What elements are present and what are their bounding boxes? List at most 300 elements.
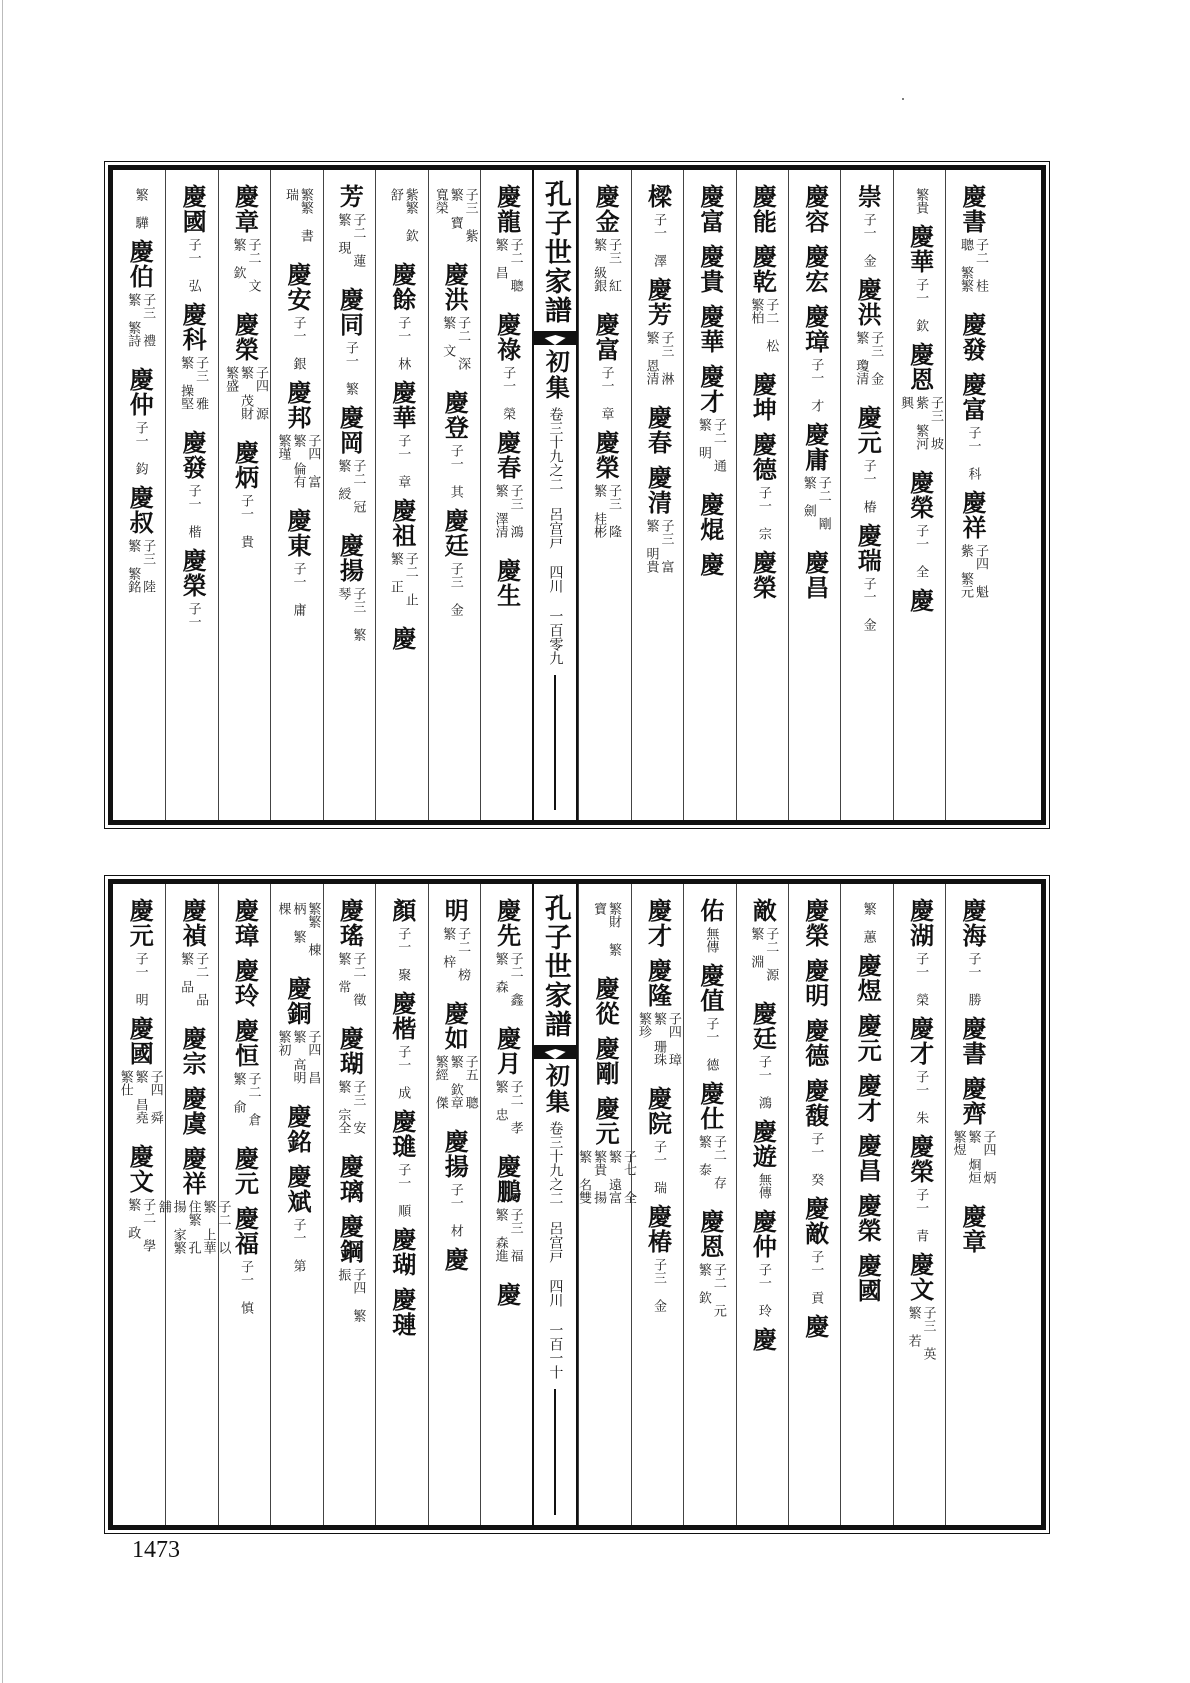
descendant-note: 子二 源繁 淵: [748, 927, 779, 981]
genealogy-entry: [440, 1247, 470, 1272]
genealogy-entry: [643, 898, 673, 948]
genealogy-entry: [957, 490, 987, 608]
person-name: 慶璃: [335, 1154, 365, 1204]
genealogy-entry: [230, 1206, 260, 1314]
genealogy-entry: [124, 485, 154, 603]
descendant-note: 子三 英繁 若: [905, 1306, 936, 1360]
genealogy-entry: [958, 1204, 988, 1254]
descendant-note: 子一 科: [965, 426, 981, 480]
genealogy-entry: [957, 184, 987, 302]
person-name: 慶春: [492, 430, 522, 480]
genealogy-entry: [334, 533, 364, 651]
descendant-note: 子二 松 繁柏: [748, 298, 779, 352]
person-name: 慶文: [905, 1252, 935, 1302]
genealogy-column: [840, 170, 892, 820]
genealogy-entry: [748, 1001, 778, 1109]
person-name: 慶國: [178, 184, 208, 234]
genealogy-entry: [643, 405, 673, 455]
person-name: 慶生: [492, 558, 522, 608]
person-name: 慶春: [643, 405, 673, 455]
genealogy-entry: [230, 1018, 260, 1136]
descendant-note: 子一 欽: [913, 278, 929, 332]
person-name: 慶祖: [387, 498, 417, 548]
descendant-note: 子一 榮: [500, 366, 516, 420]
speck: [902, 98, 904, 100]
genealogy-entry: [695, 963, 725, 1071]
descendant-note: 子一 銀: [290, 316, 306, 370]
person-name: 慶登: [440, 390, 470, 440]
descendant-note: 子三 金: [447, 562, 463, 616]
column-entries: [219, 170, 270, 548]
genealogy-entry: [387, 262, 417, 370]
descendant-note: 子一 癸: [808, 1132, 824, 1186]
column-entries: [894, 884, 945, 1370]
person-name: 慶華: [905, 224, 935, 274]
person-name: 慶德: [748, 432, 778, 482]
descendant-note: 子三 紫繁 寶 寬榮: [432, 188, 478, 242]
genealogy-entry: [695, 1209, 725, 1327]
descendant-note: 子一 聚: [395, 927, 411, 981]
descendant-note: 子二 桂聰 繁繁: [958, 238, 988, 292]
descendant-note: 子一 楷: [185, 484, 201, 538]
descendant-note: 子三 淋繁 恩清: [643, 331, 674, 385]
descendant-note: 子二 品繁 品: [178, 952, 209, 1006]
person-name: 佑: [695, 898, 725, 923]
genealogy-entry: [748, 550, 778, 600]
genealogy-entry: [853, 1013, 883, 1063]
person-name: 慶庸: [800, 422, 830, 472]
person-name: 慶芳: [643, 277, 673, 327]
column-entries: [429, 170, 480, 616]
genealogy-column: [428, 884, 480, 1525]
genealogy-column: [375, 884, 427, 1525]
genealogy-entry: [853, 1133, 883, 1183]
descendant-note: 子一 順: [395, 1163, 411, 1217]
genealogy-entry: [695, 898, 725, 953]
descendant-note: 子三 禮繁 繁詩: [125, 293, 156, 347]
genealogy-entry: [800, 550, 830, 600]
column-entries: [481, 170, 532, 608]
person-name: 崇: [853, 184, 883, 209]
genealogy-entry: [387, 991, 417, 1099]
genealogy-column: [270, 170, 322, 820]
genealogy-column: [578, 170, 630, 820]
person-name: 慶榮: [591, 430, 621, 480]
person-name: 慶榮: [178, 548, 208, 598]
descendant-note: 無傳: [755, 1173, 771, 1199]
genealogy-entry: [387, 380, 417, 488]
person-name: 慶富: [591, 312, 621, 362]
genealogy-entry: [387, 498, 417, 616]
genealogy-entry: [853, 953, 883, 1003]
genealogy-column: [113, 170, 165, 820]
person-name: 慶書: [958, 184, 988, 234]
genealogy-column: [631, 884, 683, 1525]
person-name: 慶璡: [387, 1109, 417, 1159]
descendant-note: 子三 鴻繁 澤清: [492, 484, 523, 538]
genealogy-entry: [439, 898, 469, 991]
person-name: 慶: [492, 1282, 522, 1307]
genealogy-entry: [492, 184, 522, 302]
descendant-note: 紫繁 欽 舒: [387, 188, 418, 242]
spine-rule: [554, 675, 556, 810]
descendant-note: 子一 青: [913, 1188, 929, 1242]
genealogy-entry: [905, 898, 935, 1006]
person-name: 慶: [800, 1314, 830, 1339]
genealogy-column: [736, 884, 788, 1525]
genealogy-entry: [695, 244, 725, 294]
person-name: 慶發: [958, 312, 988, 362]
genealogy-entry: [800, 1078, 830, 1186]
person-name: 慶伯: [125, 239, 155, 289]
person-name: 慶才: [853, 1073, 883, 1123]
descendant-note: 繁 蕙: [860, 902, 876, 943]
person-name: 慶龍: [492, 184, 522, 234]
descendant-note: 子二 冠繁 綬: [335, 459, 366, 513]
chapter-info: 卷三十九之二 呂宫戸 四川 一百一十: [547, 1121, 564, 1379]
genealogy-entry: [387, 1287, 417, 1337]
person-name: 慶齊: [958, 1076, 988, 1126]
descendant-note: 子一 瑞: [650, 1140, 666, 1194]
descendant-note: 子四 炳繁 烱烜 繁煜: [950, 1130, 996, 1184]
genealogy-entry: [958, 372, 988, 480]
genealogy-entry: [275, 976, 320, 1094]
person-name: 慶東: [282, 508, 312, 558]
genealogy-entry: [275, 898, 320, 966]
spine-rule: [554, 1389, 556, 1515]
person-name: 慶: [440, 1247, 470, 1272]
genealogy-column: [428, 170, 480, 820]
genealogy-entry: [853, 184, 883, 267]
genealogy-entry: [590, 184, 620, 302]
genealogy-entry: [800, 1314, 830, 1339]
genealogy-entry: [748, 1327, 778, 1352]
genealogy-entry: [335, 287, 365, 395]
person-name: 慶院: [643, 1086, 673, 1136]
genealogy-entry: [387, 626, 417, 651]
descendant-note: 子二 元繁 欽: [695, 1263, 726, 1317]
person-name: 慶值: [695, 963, 725, 1013]
person-name: 慶華: [695, 304, 725, 354]
genealogy-entry: [230, 958, 260, 1008]
descendant-note: 繁繁 棟柄 繁 棵: [275, 902, 321, 956]
spine-content: [534, 170, 576, 820]
person-name: 慶元: [230, 1146, 260, 1196]
descendant-note: 子二 孝繁 忠: [492, 1080, 523, 1134]
genealogy-entry: [334, 184, 364, 277]
person-name: 樑: [643, 184, 673, 209]
person-name: 慶元: [125, 898, 155, 948]
genealogy-entry: [747, 898, 777, 991]
genealogy-column: [480, 170, 532, 820]
descendant-note: 子一 其: [447, 444, 463, 498]
genealogy-entry: [282, 1164, 312, 1272]
column-entries: [894, 170, 945, 613]
person-name: 慶炳: [230, 440, 260, 490]
descendant-note: 子一 椿: [860, 459, 876, 513]
descendant-note: 子二 剛 繁 劍: [800, 476, 831, 530]
genealogy-entry: [800, 422, 830, 540]
person-name: 慶銘: [282, 1104, 312, 1154]
person-name: 慶宗: [178, 1026, 208, 1076]
person-name: 慶國: [125, 1016, 155, 1066]
genealogy-entry: [800, 184, 830, 234]
genealogy-entry: [575, 1096, 635, 1214]
descendant-note: 子一 慎: [238, 1260, 254, 1314]
person-name: 慶發: [178, 430, 208, 480]
person-name: 慶洪: [853, 277, 883, 327]
genealogy-entry: [912, 184, 927, 214]
person-name: 慶富: [958, 372, 988, 422]
genealogy-column: [480, 884, 532, 1525]
genealogy-entry: [800, 898, 830, 948]
person-name: 慶廷: [748, 1001, 778, 1051]
genealogy-entry: [695, 1081, 725, 1199]
genealogy-entry: [800, 304, 830, 412]
person-name: 慶湖: [905, 898, 935, 948]
genealogy-entry: [800, 1018, 830, 1068]
genealogy-entry: [282, 508, 312, 616]
genealogy-entry: [643, 465, 673, 583]
descendant-note: 子一 明: [132, 952, 148, 1006]
genealogy-entry: [282, 184, 312, 252]
descendant-note: 子三 陸繁 繁銘: [125, 539, 156, 593]
person-name: 慶明: [800, 958, 830, 1008]
spine-content: [534, 884, 576, 1525]
genealogy-entry: [800, 244, 830, 294]
descendant-note: 子一 朱: [913, 1070, 929, 1124]
genealogy-entry: [905, 224, 935, 332]
person-name: 慶宏: [800, 244, 830, 294]
genealogy-entry: [958, 312, 988, 362]
column-entries: [841, 170, 892, 631]
person-name: 慶仲: [125, 367, 155, 417]
genealogy-entry: [432, 184, 477, 252]
descendant-note: 子二 蓮繁 現: [335, 213, 366, 267]
genealogy-entry: [492, 430, 522, 548]
genealogy-entry: [905, 470, 935, 578]
descendant-note: 子三 富繁 明貴: [643, 519, 674, 573]
person-name: 慶榮: [905, 1134, 935, 1184]
person-name: 慶能: [748, 184, 778, 234]
genealogy-entry: [178, 1026, 208, 1076]
person-name: 慶楷: [387, 991, 417, 1041]
descendant-note: 子一 林: [395, 316, 411, 370]
person-name: 慶邦: [282, 380, 312, 430]
genealogy-column: [218, 884, 270, 1525]
descendant-note: 子三 繁 琴: [335, 587, 366, 641]
genealogy-entry: [178, 184, 208, 292]
person-name: 慶元: [853, 405, 883, 455]
descendant-note: 子三 金繁 瓊清: [853, 331, 884, 385]
descendant-note: 子二 榜繁 梓: [440, 927, 471, 981]
descendant-note: 子四 昌繁 高明 繁初: [275, 1030, 321, 1084]
person-name: 慶: [695, 552, 725, 577]
descendant-note: 子一 才: [808, 358, 824, 412]
person-name: 慶海: [958, 898, 988, 948]
descendant-note: 子二 深繁 文: [440, 316, 471, 370]
genealogy-entry: [230, 1146, 260, 1196]
person-name: 慶金: [591, 184, 621, 234]
column-entries: [841, 884, 892, 1303]
descendant-note: 子一 貢: [808, 1250, 824, 1304]
column-entries: [481, 884, 532, 1307]
genealogy-entry: [897, 342, 942, 460]
descendant-note: 子三 雅繁 操堅: [178, 356, 209, 410]
person-name: 慶月: [492, 1026, 522, 1076]
genealogy-entry: [125, 367, 155, 475]
person-name: 慶餘: [387, 262, 417, 312]
genealogy-entry: [125, 898, 155, 1006]
genealogy-entry: [643, 184, 673, 267]
genealogy-column: [788, 884, 840, 1525]
fishtail-mark-icon: [534, 1045, 576, 1059]
person-name: 慶榮: [853, 1193, 883, 1243]
genealogy-entry: [492, 898, 522, 1016]
descendant-note: 繁貴: [913, 188, 929, 214]
genealogy-entry: [905, 1134, 935, 1242]
column-entries: [632, 170, 683, 583]
descendant-note: 子一 章: [395, 434, 411, 488]
person-name: 慶: [905, 588, 935, 613]
person-name: 慶焜: [695, 492, 725, 542]
genealogy-entry: [695, 552, 725, 577]
column-entries: [789, 884, 840, 1339]
page-edge-line: [2, 0, 3, 1683]
column-entries: [789, 170, 840, 600]
person-name: 慶榮: [800, 898, 830, 948]
person-name: 顏: [387, 898, 417, 923]
descendant-note: 子四 舜繁 昌堯 繁仕: [117, 1070, 163, 1124]
chapter-info: 卷三十九之二 呂宫戸 四川 一百零九: [547, 407, 564, 665]
person-name: 慶昌: [800, 550, 830, 600]
book-spine-column: [532, 170, 578, 820]
descendant-note: 繁財 繁寶: [591, 902, 622, 956]
person-name: 慶: [387, 626, 417, 651]
column-entries: [376, 884, 427, 1337]
person-name: 慶從: [591, 976, 621, 1026]
genealogy-entry: [282, 1104, 312, 1154]
person-name: 慶章: [230, 184, 260, 234]
person-name: 慶: [748, 1327, 778, 1352]
person-name: 明: [440, 898, 470, 923]
person-name: 慶華: [387, 380, 417, 430]
descendant-note: 子一 榮: [913, 952, 929, 1006]
genealogy-column: [218, 170, 270, 820]
genealogy-entry: [432, 1001, 477, 1119]
person-name: 慶榮: [748, 550, 778, 600]
genealogy-entry: [177, 302, 207, 420]
genealogy-entry: [492, 1026, 522, 1144]
descendant-note: 子四 魁紫 繁元: [958, 544, 988, 598]
descendant-note: 子四 繁 振: [335, 1268, 366, 1322]
genealogy-entry: [230, 440, 260, 548]
person-name: 慶才: [643, 898, 673, 948]
column-entries: [113, 170, 165, 603]
person-name: 慶才: [695, 364, 725, 414]
column-entries: [155, 884, 231, 1264]
descendant-note: 子一 繁: [342, 341, 358, 395]
person-name: 慶科: [178, 302, 208, 352]
person-name: 慶揚: [335, 533, 365, 583]
genealogy-column: [165, 170, 217, 820]
person-name: 慶元: [591, 1096, 621, 1146]
column-entries: [946, 884, 997, 1254]
person-name: 慶安: [282, 262, 312, 312]
person-name: 慶玲: [230, 958, 260, 1008]
genealogy-entry: [590, 430, 620, 548]
person-name: 慶福: [230, 1206, 260, 1256]
genealogy-entry: [178, 1086, 208, 1136]
genealogy-entry: [334, 405, 364, 523]
genealogy-column: [683, 884, 735, 1525]
person-name: 芳: [335, 184, 365, 209]
genealogy-panel-upper: [108, 165, 1046, 825]
person-name: 慶剛: [591, 1036, 621, 1086]
person-name: 慶德: [800, 1018, 830, 1068]
genealogy-entry: [853, 405, 883, 513]
column-entries: [271, 170, 322, 616]
column-entries: [737, 884, 788, 1352]
person-name: 慶鋼: [335, 1214, 365, 1264]
genealogy-entry: [853, 523, 883, 631]
person-name: 慶同: [335, 287, 365, 337]
person-name: 慶鵬: [492, 1154, 522, 1204]
genealogy-entry: [178, 430, 208, 538]
genealogy-column: [736, 170, 788, 820]
column-entries: [324, 170, 375, 651]
genealogy-entry: [643, 277, 673, 395]
panel-columns: [113, 170, 1041, 820]
genealogy-entry: [800, 1196, 830, 1304]
genealogy-entry: [387, 898, 417, 981]
descendant-note: 子二 鑫繁 森: [492, 952, 523, 1006]
person-name: 慶瑞: [853, 523, 883, 573]
genealogy-entry: [695, 364, 725, 482]
genealogy-entry: [748, 372, 778, 422]
person-name: 慶乾: [748, 244, 778, 294]
genealogy-entry: [124, 239, 154, 357]
genealogy-entry: [132, 184, 147, 229]
descendant-note: 子二 徵繁 常: [335, 952, 366, 1006]
genealogy-column: [323, 170, 375, 820]
person-name: 慶富: [695, 184, 725, 234]
genealogy-entry: [852, 277, 882, 395]
genealogy-entry: [905, 1016, 935, 1124]
descendant-note: 子二 聰繁 昌: [492, 238, 523, 292]
genealogy-entry: [492, 558, 522, 608]
descendant-note: 子一 章: [598, 366, 614, 420]
genealogy-entry: [440, 1129, 470, 1237]
descendant-note: 子一 鴻: [755, 1055, 771, 1109]
column-entries: [632, 884, 683, 1312]
descendant-note: 子一: [185, 602, 201, 628]
person-name: 慶廷: [440, 508, 470, 558]
person-name: 慶國: [853, 1253, 883, 1303]
person-name: 慶元: [853, 1013, 883, 1063]
genealogy-column: [683, 170, 735, 820]
column-entries: [324, 884, 375, 1332]
person-name: 慶馥: [800, 1078, 830, 1128]
genealogy-entry: [643, 1204, 673, 1312]
person-name: 慶洪: [440, 262, 470, 312]
descendant-note: 子二 通繁 明: [695, 418, 726, 472]
person-name: 慶仲: [748, 1209, 778, 1259]
person-name: 慶瑚: [335, 1026, 365, 1076]
descendant-note: 子二 以繁 上華 住繁 孔揚 家繁 舖: [155, 1200, 231, 1254]
genealogy-entry: [958, 1016, 988, 1066]
genealogy-entry: [334, 1026, 364, 1144]
